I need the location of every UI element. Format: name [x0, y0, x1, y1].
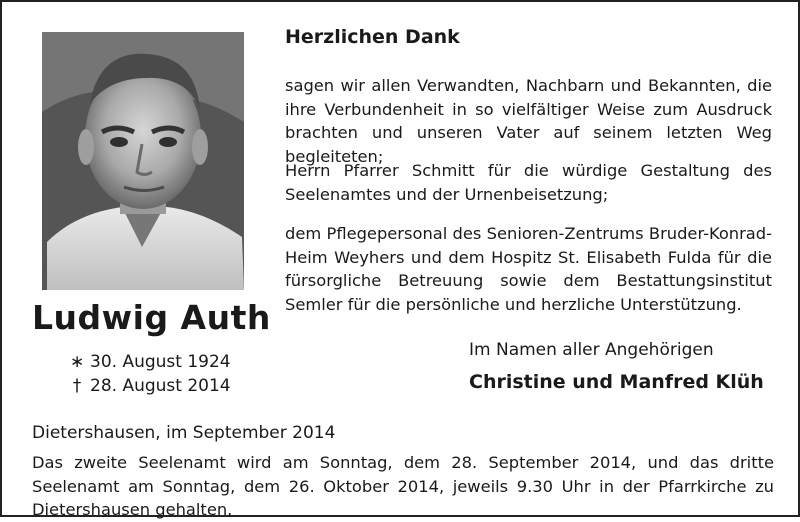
birth-star-icon: ∗ [70, 352, 85, 372]
birth-date: 30. August 1924 [90, 352, 231, 372]
death-date-line [70, 376, 231, 396]
death-date: 28. August 2014 [90, 376, 231, 396]
signature-intro: Im Namen aller Angehörigen [469, 340, 714, 360]
birth-date-line [70, 352, 231, 372]
death-cross-icon: † [72, 376, 82, 396]
footer-note: Das zweite Seelenamt wird am Sonntag, dem 28. September 2014, und das dritte Seelenamt am Sonntag, dem 26. Oktober 2014, jeweils 9.30 Uhr in der Pfarrkirche zu Dietershausen gehalten. [32, 453, 774, 519]
place-date: Dietershausen, im September 2014 [32, 423, 336, 443]
portrait-photo [42, 32, 244, 290]
deceased-name: Ludwig Auth [32, 298, 271, 337]
thanks-paragraph-2: Herrn Pfarrer Schmitt für die würdige Gestaltung des Seelenamtes und der Urnenbeisetzung; [285, 161, 772, 204]
thanks-paragraph-1: sagen wir allen Verwandten, Nachbarn und Bekannten, die ihre Verbundenheit in so vielfältiger Weise zum Ausdruck brachten und unseren Vater auf seinem letzten Weg begleiteten; [285, 76, 772, 166]
signature-names: Christine und Manfred Klüh [469, 371, 764, 393]
thanks-heading: Herzlichen Dank [285, 26, 460, 48]
thanks-paragraph-3: dem Pflegepersonal des Senioren-Zentrums Bruder-Konrad-Heim Weyhers und dem Hospitz St. Elisabeth Fulda für die fürsorgliche Betreuung sowie dem Bestattungsinstitut Semler für die persönliche und herzliche Unterstützung. [285, 224, 772, 314]
